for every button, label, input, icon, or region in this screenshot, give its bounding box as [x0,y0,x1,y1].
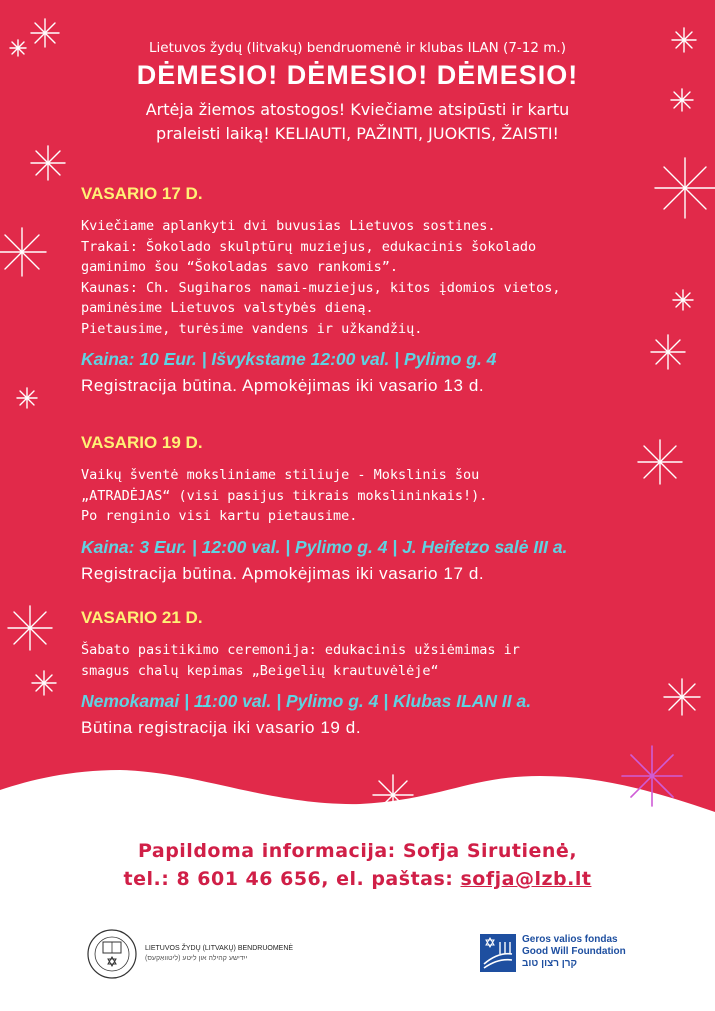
snowflake-icon [17,388,37,408]
intro-line: Artėja žiemos atostogos! Kviečiame atsipūsti ir kartu [145,100,570,119]
event-description-line: gaminimo šou “Šokoladas savo rankomis”. [81,259,398,275]
snowflake-icon [8,606,52,650]
community-seal-icon [86,928,138,980]
event-section [81,608,701,738]
event-description-line: Trakai: Šokolado skulptūrų muziejus, edukacinis šokolado [81,238,537,255]
event-description-line: Vaikų šventė moksliniame stiliuje - Mokslinis šou [81,467,480,483]
contact-phone-email [0,868,715,890]
event-description-line: paminėsime Lietuvos valstybės dieną. [81,300,374,316]
snowflake-icon [32,671,56,695]
event-description-line: Šabato pasitikimo ceremonija: edukacinis užsiėmimas ir [81,642,520,658]
event-description-line: Kviečiame aplankyti dvi buvusias Lietuvos sostines. [81,218,496,234]
event-description-line: „ATRADĖJAS“ (visi pasijus tikrais mokslininkais!). [81,487,488,504]
intro-line: praleisti laiką! KELIAUTI, PAŽINTI, JUOKTIS, ŽAISTI! [156,124,559,143]
subtitle: Lietuvos žydų (litvakų) bendruomenė ir klubas ILAN (7-12 m.) [149,40,566,56]
event-section [81,433,701,584]
event-description-line: Kaunas: Ch. Sugiharos namai-muziejus, kitos įdomios vietos, [81,279,561,296]
event-registration: Būtina registracija iki vasario 19 d. [81,718,362,737]
foundation-name-hebrew: קרן רצון טוב [522,958,578,969]
menorah-star-icon [480,934,516,972]
email-link[interactable]: sofja@lzb.lt [460,868,592,890]
snowflake-icon [622,746,682,806]
snowflake-icon [373,775,413,815]
snowflake-icon [512,781,540,809]
community-name-lt: LIETUVOS ŽYDŲ (LITVAKŲ) BENDRUOMENĖ [145,945,294,952]
event-description-line: Po renginio visi kartu pietausime. [81,508,358,524]
event-registration: Registracija būtina. Apmokėjimas iki vasario 13 d. [81,376,485,395]
foundation-logo [480,932,650,978]
event-info: Kaina: 10 Eur. | Išvykstame 12:00 val. | Pylimo g. 4 [81,349,497,369]
contact-phone: tel.: 8 601 46 656, el. paštas: [123,868,461,890]
event-info: Kaina: 3 Eur. | 12:00 val. | Pylimo g. 4 | J. Heifetzo salė III a. [81,536,568,557]
snowflake-icon [31,146,65,180]
foundation-name [522,934,626,970]
event-description-line: Pietausime, turėsime vandens ir užkandžių. [81,320,423,337]
headline: DĖMESIO! DĖMESIO! DĖMESIO! [136,60,579,90]
contact-info: Papildoma informacija: Sofja Sirutienė, [137,840,578,862]
community-name [145,944,293,964]
foundation-name-en: Good Will Foundation [522,946,626,957]
event-date: VASARIO 17 D. [81,184,203,203]
community-logo [86,924,296,986]
event-description-line: smagus chalų kepimas „Beigelių krautuvėlėje“ [81,662,439,679]
event-registration: Registracija būtina. Apmokėjimas iki vasario 17 d. [81,563,485,583]
event-section [81,184,701,396]
event-date: VASARIO 21 D. [81,608,203,627]
event-date: VASARIO 19 D. [81,433,203,452]
event-info: Nemokamai | 11:00 val. | Pylimo g. 4 | Klubas ILAN II a. [81,691,532,711]
foundation-name-lt: Geros valios fondas [522,934,618,945]
community-name-yiddish: ייִדישע קהילה און ליטע (ליטוואַקעס) [145,955,248,962]
